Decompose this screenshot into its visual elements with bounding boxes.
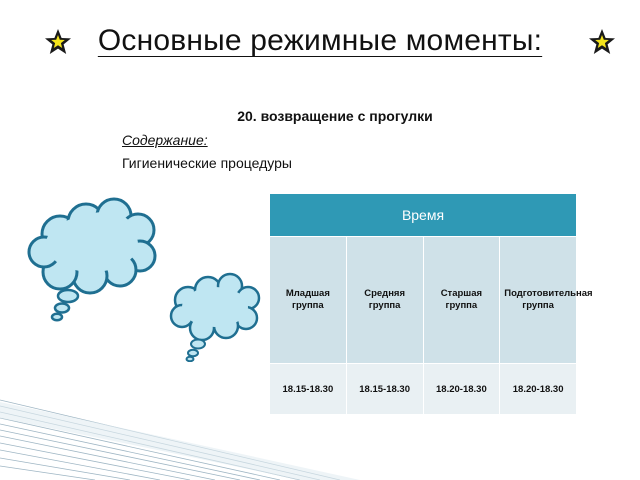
- thought-cloud-icon-large: [24, 196, 164, 326]
- schedule-table: [269, 193, 593, 411]
- time-cell-junior: 18.15-18.30: [270, 364, 347, 415]
- time-cell-preparatory: 18.20-18.30: [500, 364, 577, 415]
- content-label: Содержание:: [122, 132, 208, 148]
- time-cell-middle: 18.15-18.30: [346, 364, 423, 415]
- thought-cloud-icon-small: [164, 270, 264, 362]
- slide-subtitle: 20. возвращение с прогулки: [237, 108, 433, 124]
- group-cell-junior: Младшая группа: [270, 237, 347, 364]
- time-cell-senior: 18.20-18.30: [423, 364, 500, 415]
- group-cell-preparatory: Подготовительная группа: [500, 237, 577, 364]
- decorative-stripes: [0, 398, 640, 480]
- group-cell-senior: Старшая группа: [423, 237, 500, 364]
- content-text: Гигиенические процедуры: [122, 155, 292, 171]
- slide-title: Основные режимные моменты:: [97, 24, 543, 57]
- table-header-time: Время: [270, 194, 577, 237]
- group-cell-middle: Средняя группа: [346, 237, 423, 364]
